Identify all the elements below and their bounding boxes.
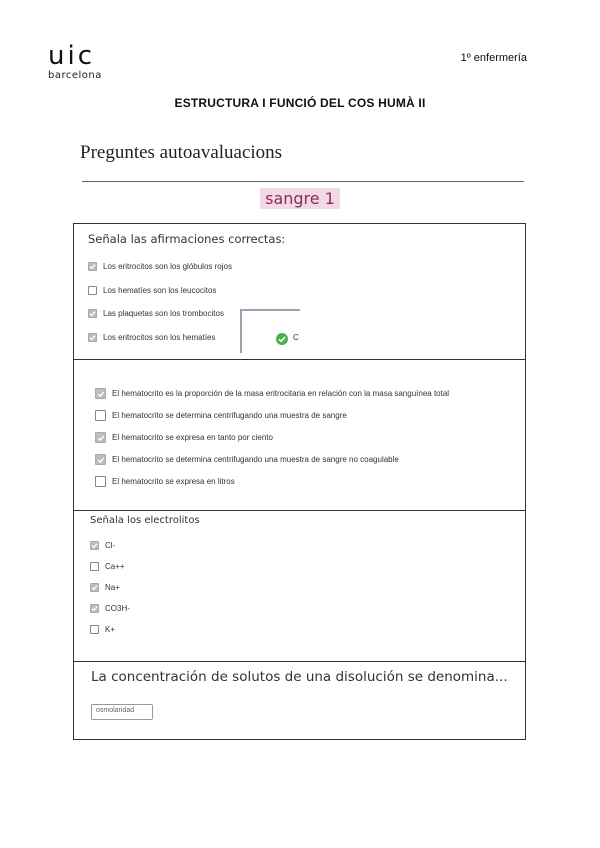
checkbox[interactable] [95, 388, 106, 399]
overlay-label: C [293, 333, 299, 342]
question-divider [73, 359, 526, 360]
topic-heading [0, 188, 600, 209]
question-2-option-3[interactable] [95, 432, 273, 443]
option-label: Los eritrocitos son los hematíes [103, 333, 216, 342]
question-1-option-4[interactable] [88, 333, 216, 342]
check-circle-icon [276, 333, 288, 345]
question-divider [73, 510, 526, 511]
question-3-option-5[interactable] [90, 625, 115, 634]
option-label: Los eritrocitos son los glóbulos rojos [103, 262, 232, 271]
checkbox[interactable] [88, 309, 97, 318]
checkbox[interactable] [90, 541, 99, 550]
option-label: CO3H- [105, 604, 130, 613]
uic-logo [48, 41, 102, 81]
checkbox[interactable] [90, 625, 99, 634]
popup-overlay [240, 309, 300, 353]
option-label: El hematocrito se expresa en litros [112, 477, 235, 486]
check-icon [91, 584, 98, 591]
checkbox[interactable] [90, 583, 99, 592]
checkbox[interactable] [88, 333, 97, 342]
question-3-option-2[interactable] [90, 562, 125, 571]
checkbox[interactable] [95, 410, 106, 421]
checkbox[interactable] [95, 432, 106, 443]
logo-subtitle: barcelona [48, 70, 102, 81]
section-title: Preguntes autoavaluacions [80, 142, 283, 163]
question-3-option-4[interactable] [90, 604, 130, 613]
option-label: El hematocrito se determina centrifugando una muestra de sangre no coagulable [112, 455, 399, 464]
document-title: ESTRUCTURA I FUNCIÓ DEL COS HUMÀ II [174, 96, 426, 110]
option-label: Los hematíes son los leucocitos [103, 286, 217, 295]
question-2-option-2[interactable] [95, 410, 347, 421]
divider [82, 181, 524, 182]
question-2-option-5[interactable] [95, 476, 235, 487]
check-icon [97, 456, 105, 464]
logo-mark: uic [48, 41, 95, 71]
check-icon [89, 334, 96, 341]
check-icon [89, 310, 96, 317]
question-2-option-4[interactable] [95, 454, 399, 465]
question-2-option-1[interactable] [95, 388, 449, 399]
question-3-option-3[interactable] [90, 583, 120, 592]
option-label: Na+ [105, 583, 120, 592]
course-label: 1º enfermería [460, 52, 527, 64]
checkbox[interactable] [95, 454, 106, 465]
option-label: Ca++ [105, 562, 125, 571]
answer-field[interactable]: osmolaridad [91, 704, 153, 720]
check-icon [91, 542, 98, 549]
option-label: El hematocrito se determina centrifugando una muestra de sangre [112, 411, 347, 420]
question-3-title: Señala los electrolitos [90, 515, 200, 526]
topic-label: sangre 1 [260, 188, 340, 209]
check-icon [97, 390, 105, 398]
check-icon [97, 434, 105, 442]
check-icon [91, 605, 98, 612]
question-1-option-3[interactable] [88, 309, 224, 318]
option-label: El hematocrito es la proporción de la masa eritrocitaria en relación con la masa sanguínea total [112, 389, 450, 398]
question-4-title: La concentración de solutos de una disolución se denomina... [91, 669, 508, 685]
checkbox[interactable] [88, 262, 97, 271]
option-label: K+ [105, 625, 116, 634]
check-icon [89, 263, 96, 270]
option-label: El hematocrito se expresa en tanto por ciento [112, 433, 273, 442]
question-3-option-1[interactable] [90, 541, 115, 550]
option-label: Cl- [105, 541, 116, 550]
checkbox[interactable] [90, 562, 99, 571]
checkbox[interactable] [95, 476, 106, 487]
question-1-option-2[interactable] [88, 286, 216, 295]
option-label: Las plaquetas son los trombocitos [103, 309, 224, 318]
question-1-title: Señala las afirmaciones correctas: [88, 232, 286, 246]
question-1-option-1[interactable] [88, 262, 232, 271]
checkbox[interactable] [90, 604, 99, 613]
checkbox[interactable] [88, 286, 97, 295]
question-divider [73, 661, 526, 662]
